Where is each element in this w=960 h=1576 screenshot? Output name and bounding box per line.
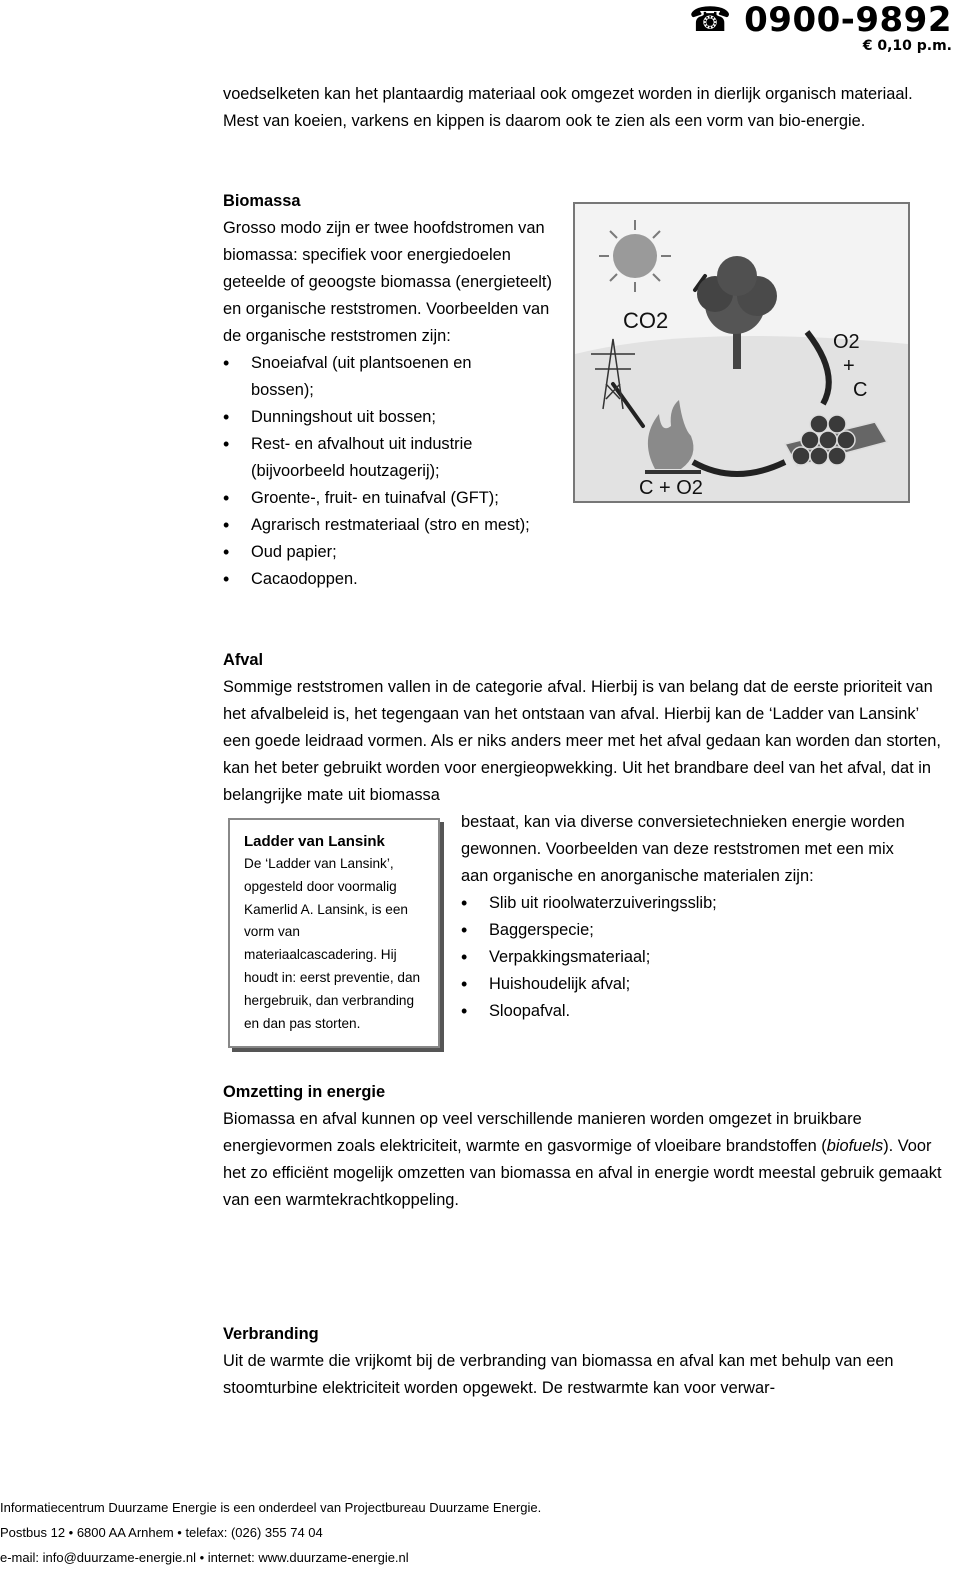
phone-number: 0900-9892 (744, 0, 952, 40)
list-item: • Slib uit rioolwaterzuiveringsslib; (461, 890, 931, 917)
c-plus-o2-label: C + O2 (639, 477, 703, 499)
biomassa-heading: Biomassa (223, 192, 301, 210)
sidebox-text: De ‘Ladder van Lansink’, opgesteld door voormalig Kamerlid A. Lansink, is een vorm van materiaalcascadering. Hij houdt in: eerst preventie, dan hergebruik, dan verbranding en dan pas storten. (244, 856, 421, 1031)
intro-paragraph: voedselketen kan het plantaardig materiaal ook omgezet worden in dierlijk organisch materiaal. Mest van koeien, varkens en kippen is daarom ook te zien als een vorm van bio-energie. (223, 85, 913, 130)
list-item: • Cacaodoppen. (223, 566, 563, 593)
plus-label: + (843, 355, 855, 377)
sidebox-title: Ladder van Lansink (244, 833, 385, 850)
sun-icon (599, 220, 671, 292)
header-phone (689, 0, 952, 54)
ladder-van-lansink-box (228, 818, 440, 1048)
afval-text: Sommige reststromen vallen in de categorie afval. Hierbij is van belang dat de eerste prioriteit van het afvalbeleid is, het tegengaan van het ontstaan van afval. Hierbij kan de ‘Ladder van Lansink’ een goede leidraad vormen. Als er niks anders meer met het afval gedaan kan worden dan storten, kan het beter gebruikt worden voor energieopwekking. Uit het brandbare deel van het afval, dat in belangrijke mate uit biomassa (223, 678, 941, 804)
list-item: • Verpakkingsmateriaal; (461, 944, 931, 971)
o2-label: O2 (833, 331, 860, 353)
biomassa-text: Grosso modo zijn er twee hoofdstromen van biomassa: specifiek voor energiedoelen geteelde of geoogste biomassa (energieteelt) en organische reststromen. Voorbeelden van de organische reststromen zijn: (223, 219, 552, 345)
omzetting-heading: Omzetting in energie (223, 1083, 386, 1101)
list-item: • Rest- en afvalhout uit industrie (bijvoorbeeld houtzagerij); (223, 431, 541, 485)
list-item: • Dunningshout uit bossen; (223, 404, 563, 431)
list-item: • Sloopafval. (461, 998, 931, 1025)
list-item: • Oud papier; (223, 539, 563, 566)
footer-line-1: Informatiecentrum Duurzame Energie is een onderdeel van Projectbureau Duurzame Energie. (0, 1500, 542, 1515)
phone-icon: ☎ (688, 0, 732, 40)
list-item: • Snoeiafval (uit plantsoenen en bossen); (223, 350, 511, 404)
verbranding-heading: Verbranding (223, 1325, 319, 1343)
footer-line-3: e-mail: info@duurzame-energie.nl • internet: www.duurzame-energie.nl (0, 1550, 409, 1565)
carbon-cycle-figure (573, 202, 910, 503)
omzetting-section (223, 1079, 943, 1214)
verbranding-section (223, 1321, 943, 1402)
afval-heading: Afval (223, 651, 264, 669)
biomassa-list (223, 350, 563, 593)
list-item: • Huishoudelijk afval; (461, 971, 931, 998)
afval-continued (461, 809, 931, 1025)
list-item: • Baggerspecie; (461, 917, 931, 944)
list-item: • Agrarisch restmateriaal (stro en mest); (223, 512, 611, 539)
afval-list (461, 890, 931, 1025)
phone-price: € 0,10 p.m. (862, 38, 952, 54)
afval-text-continued: bestaat, kan via diverse conversietechnieken energie worden gewonnen. Voorbeelden van deze reststromen met een mix aan organische en anorganische materialen zijn: (461, 813, 905, 885)
footer-line-2: Postbus 12 • 6800 AA Arnhem • telefax: (026) 355 74 04 (0, 1525, 323, 1540)
verbranding-text: Uit de warmte die vrijkomt bij de verbranding van biomassa en afval kan met behulp van een stoomturbine elektriciteit worden opgewekt. De restwarmte kan voor verwar- (223, 1352, 894, 1397)
c-label: C (853, 379, 868, 401)
afval-section (223, 647, 943, 809)
biomassa-section (223, 188, 563, 593)
co2-label: CO2 (623, 308, 669, 333)
omzetting-text: Biomassa en afval kunnen op veel verschillende manieren worden omgezet in bruikbare energievormen zoals elektriciteit, warmte en gasvormige of vloeibare brandstoffen (biofuels). Voor het zo efficiënt mogelijk omzetten van biomassa en afval in energie wordt meestal gebruik gemaakt van een warmtekrachtkoppeling. (223, 1110, 942, 1209)
list-item: • Groente-, fruit- en tuinafval (GFT); (223, 485, 581, 512)
